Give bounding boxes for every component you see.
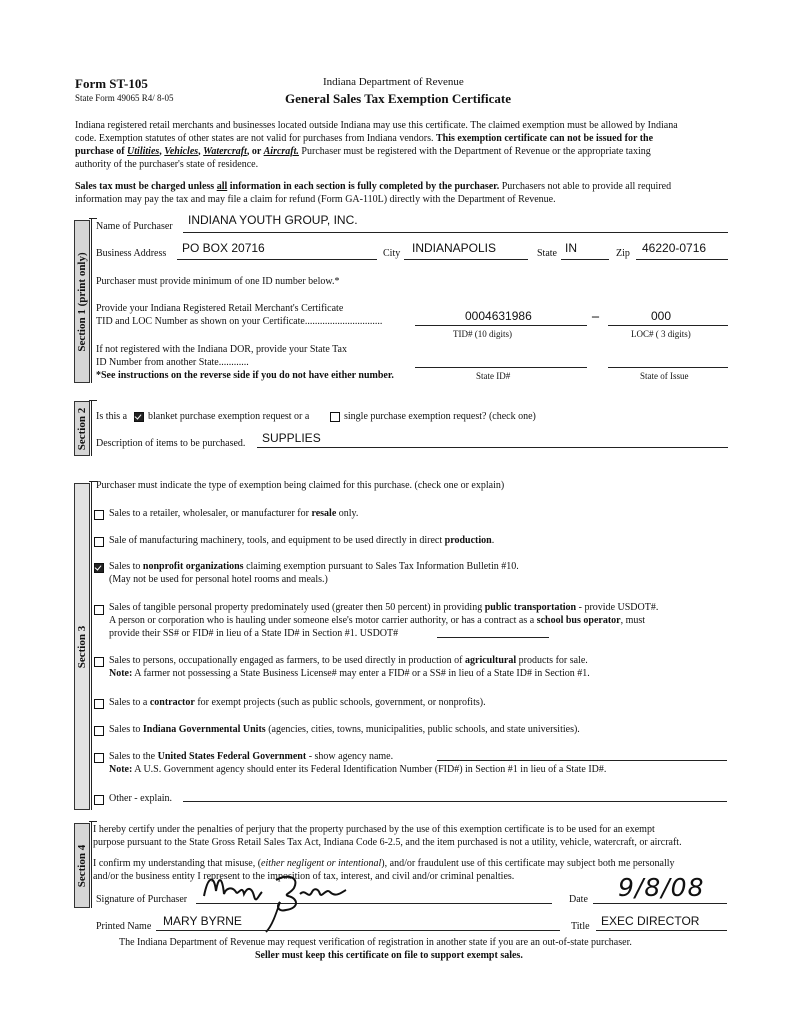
title-field[interactable]: EXEC DIRECTOR (601, 914, 700, 928)
other-explain-field[interactable] (183, 801, 727, 802)
production-checkbox[interactable] (94, 537, 104, 547)
state-form-number: State Form 49065 R4/ 8-05 (75, 93, 174, 103)
intro-line-3: purchase of Utilities, Vehicles, Watercraft, or Aircraft. Purchaser must be registered with the Department of Revenue or the appropriate taxing (75, 146, 651, 157)
federal-government-label: Sales to the United States Federal Government - show agency name. (109, 751, 394, 762)
confirmation-line-1: I confirm my understanding that misuse, (either negligent or intentional), and/or fraudulent use of this certificate may subject both me personally (93, 858, 675, 869)
public-transportation-label: Sales of tangible personal property predominately used (greater then 50 percent) in providing public transportation - provide USDOT#. (109, 602, 659, 613)
form-number: Form ST-105 (75, 76, 148, 91)
dor-line-2: ID Number from another State............ (96, 357, 249, 368)
state-field[interactable]: IN (565, 241, 577, 255)
purchase-type-question: Is this a (96, 411, 128, 422)
items-description-field[interactable]: SUPPLIES (262, 431, 321, 445)
governmental-units-label: Sales to Indiana Governmental Units (agencies, cities, towns, municipalities, public schools, and state universities). (109, 724, 580, 735)
agency-name-field[interactable] (437, 760, 727, 761)
exemption-type-intro: Purchaser must indicate the type of exemption being claimed for this purchase. (check one or explain) (96, 480, 505, 491)
title-label: Title (571, 921, 590, 932)
governmental-units-checkbox[interactable] (94, 726, 104, 736)
intro-line-1: Indiana registered retail merchants and businesses located outside Indiana may use this certificate. The claimed exemption must be allowed by Indiana (75, 120, 678, 131)
printed-name-label: Printed Name (96, 921, 152, 932)
rrmc-line-1: Provide your Indiana Registered Retail Merchant's Certificate (96, 303, 344, 314)
loc-field[interactable]: 000 (651, 309, 672, 323)
loc-caption: LOC# ( 3 digits) (631, 329, 691, 339)
rrmc-line-2: TID and LOC Number as shown on your Certificate............................... (96, 316, 383, 327)
dor-line-1: If not registered with the Indiana DOR, provide your State Tax (96, 344, 347, 355)
resale-checkbox[interactable] (94, 510, 104, 520)
nonprofit-checkbox[interactable] (94, 563, 104, 573)
contractor-label: Sales to a contractor for exempt projects (such as public schools, government, or nonprofits). (109, 697, 486, 708)
warning-line-2: information may pay the tax and may file a claim for refund (Form GA-110L) directly with the Department of Revenue. (75, 194, 556, 205)
section-2-tab: Section 2 (74, 401, 90, 456)
city-field[interactable]: INDIANAPOLIS (412, 241, 497, 255)
section-1-tab: Section 1 (print only) (74, 220, 90, 383)
zip-field[interactable]: 46220-0716 (642, 241, 707, 255)
single-purchase-checkbox[interactable] (330, 412, 340, 422)
section-3-tab: Section 3 (74, 483, 90, 810)
state-id-caption: State ID# (476, 371, 511, 381)
city-label: City (383, 248, 401, 259)
tid-loc-dash: – (592, 309, 599, 324)
intro-line-4: authority of the purchaser's state of residence. (75, 159, 259, 170)
public-transportation-checkbox[interactable] (94, 605, 104, 615)
state-label: State (537, 248, 557, 259)
usdot-line: provide their SS# or FID# in lieu of a State ID# in Section #1. USDOT# (109, 628, 399, 639)
section-4-tab: Section 4 (74, 823, 90, 908)
intro-line-2: code. Exemption statutes of other states are not valid for purchases from Indiana vendors. This exemption certificate can not be issued for the (75, 133, 654, 144)
state-of-issue-caption: State of Issue (640, 371, 689, 381)
instructions-note: *See instructions on the reverse side if you do not have either number. (96, 370, 394, 381)
certification-line-2: purpose pursuant to the State Gross Retail Sales Tax Act, Indiana Code 6-2.5, and the item purchased is not a utility, vehicle, watercraft, or aircraft. (93, 837, 682, 848)
footer-seller-note: Seller must keep this certificate on file to support exempt sales. (255, 950, 523, 961)
zip-label: Zip (616, 248, 630, 259)
blanket-purchase-label: blanket purchase exemption request or a (148, 411, 310, 422)
purchaser-name-field[interactable]: INDIANA YOUTH GROUP, INC. (188, 213, 358, 227)
warning-line-1: Sales tax must be charged unless all information in each section is fully completed by the purchaser. Purchasers not able to provide all required (75, 181, 672, 192)
certification-line-1: I hereby certify under the penalties of perjury that the property purchased by the use of this exemption certificate is to be used for an exempt (93, 824, 655, 835)
other-label: Other - explain. (109, 793, 173, 804)
resale-label: Sales to a retailer, wholesaler, or manufacturer for resale only. (109, 508, 359, 519)
school-bus-line: A person or corporation who is hauling under someone else's motor carrier authority, or has a contract as a school bus operator, must (109, 615, 646, 626)
other-checkbox[interactable] (94, 795, 104, 805)
usdot-field[interactable] (437, 637, 549, 638)
signature-label: Signature of Purchaser (96, 894, 188, 905)
business-address-label: Business Address (96, 248, 167, 259)
date-label: Date (569, 894, 588, 905)
purchaser-name-label: Name of Purchaser (96, 221, 173, 232)
tid-field[interactable]: 0004631986 (465, 309, 532, 323)
id-notice: Purchaser must provide minimum of one ID number below.* (96, 276, 340, 287)
agricultural-label: Sales to persons, occupationally engaged as farmers, to be used directly in production of agricultural products for sale. (109, 655, 588, 666)
state-id-field[interactable] (415, 367, 587, 368)
agricultural-checkbox[interactable] (94, 657, 104, 667)
single-purchase-label: single purchase exemption request? (check one) (344, 411, 536, 422)
agricultural-note: Note: A farmer not possessing a State Business License# may enter a FID# or a SS# in lieu of a State ID# in Section #1. (109, 668, 590, 679)
state-of-issue-field[interactable] (608, 367, 728, 368)
department-name: Indiana Department of Revenue (323, 76, 464, 88)
printed-name-field[interactable]: MARY BYRNE (163, 914, 242, 928)
confirmation-line-2: and/or the business entity I represent to the imposition of tax, interest, and civil and/or criminal penalties. (93, 871, 515, 882)
business-address-field[interactable]: PO BOX 20716 (182, 241, 265, 255)
nonprofit-note: (May not be used for personal hotel rooms and meals.) (109, 574, 328, 585)
nonprofit-label: Sales to nonprofit organizations claiming exemption pursuant to Sales Tax Information Bulletin #10. (109, 561, 519, 572)
items-description-label: Description of items to be purchased. (96, 438, 246, 449)
tid-caption: TID# (10 digits) (453, 329, 512, 339)
production-label: Sale of manufacturing machinery, tools, and equipment to be used directly in direct production. (109, 535, 495, 546)
federal-government-checkbox[interactable] (94, 753, 104, 763)
blanket-purchase-checkbox[interactable] (134, 412, 144, 422)
footer-verification-note: The Indiana Department of Revenue may request verification of registration in another state if you are an out-of-state purchaser. (119, 937, 632, 948)
page-title: General Sales Tax Exemption Certificate (285, 91, 512, 106)
federal-government-note: Note: A U.S. Government agency should enter its Federal Identification Number (FID#) in Section #1 in lieu of a State ID#. (109, 764, 607, 775)
date-field[interactable]: 9/8/08 (618, 873, 705, 902)
contractor-checkbox[interactable] (94, 699, 104, 709)
